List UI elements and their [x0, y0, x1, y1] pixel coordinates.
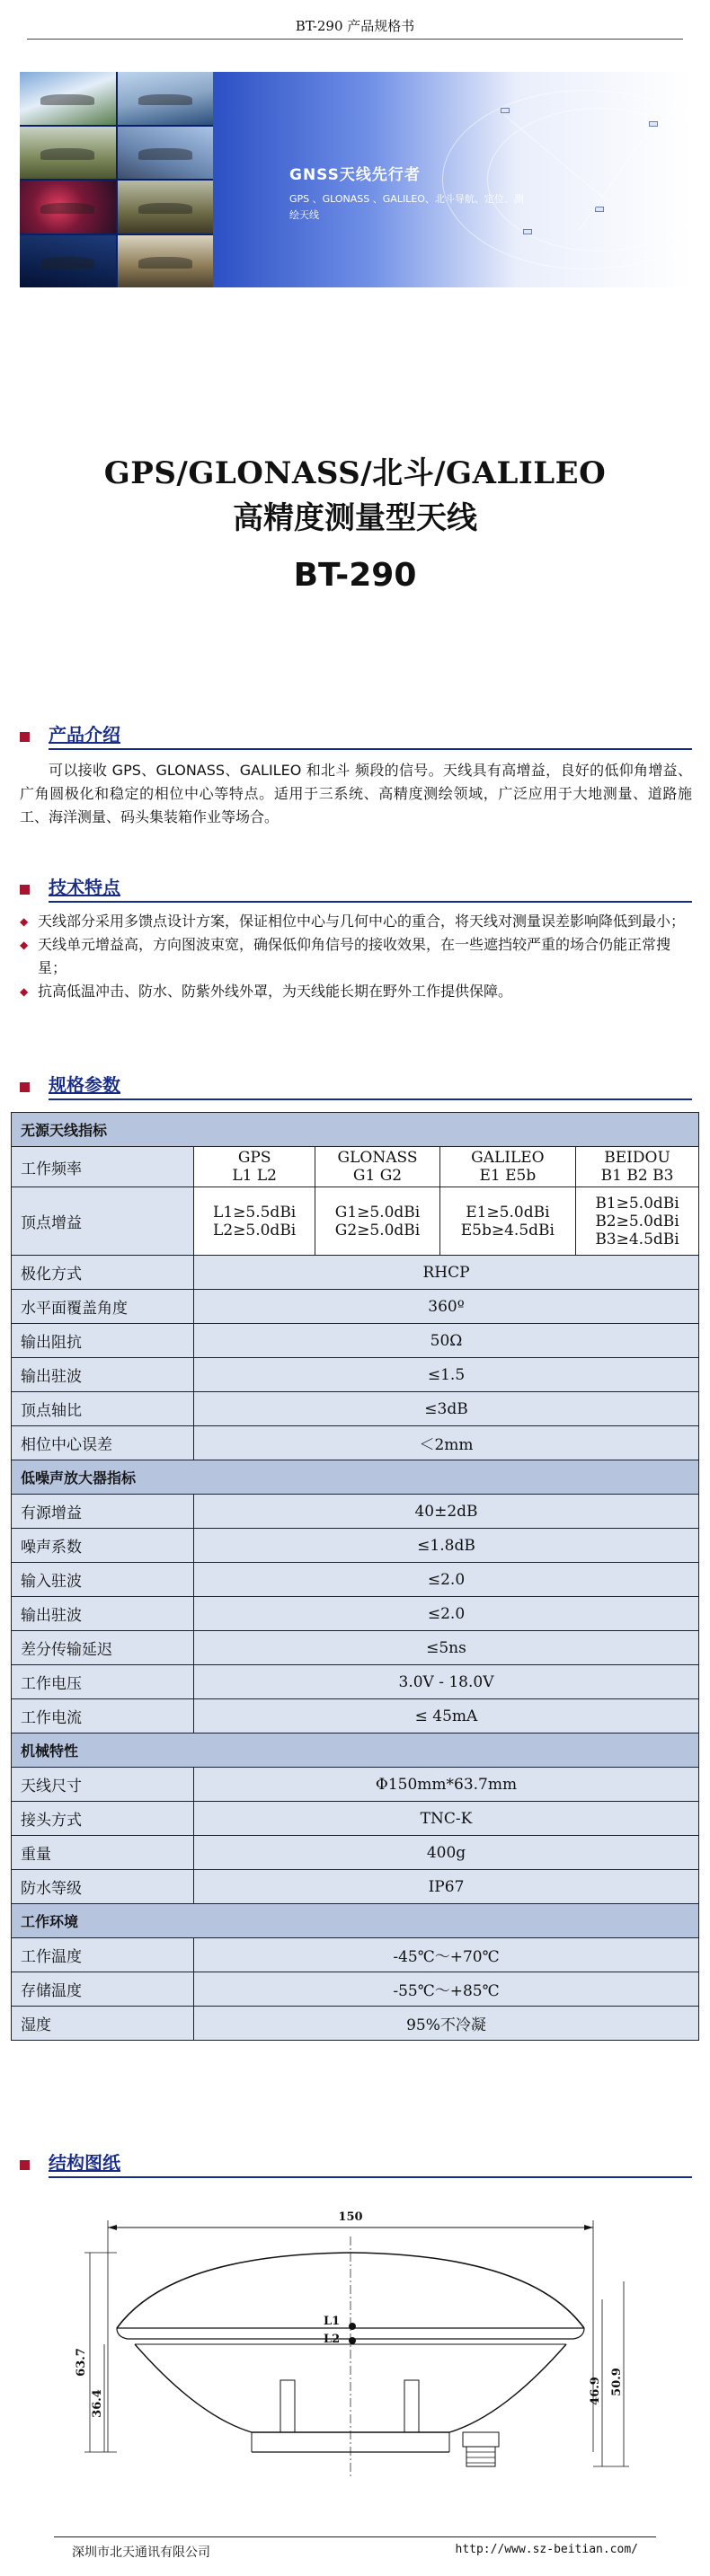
application-thumbnails [20, 72, 213, 287]
spec-row [12, 1290, 699, 1324]
spec-row [12, 1665, 699, 1699]
param-label: 输入驻波 [12, 1563, 194, 1597]
param-value: ≤2.0 [194, 1597, 699, 1631]
spec-group-row [12, 1460, 699, 1495]
param-value: 3.0V - 18.0V [194, 1665, 699, 1699]
passive-rows [12, 1256, 699, 1460]
satellite-icon [595, 207, 604, 212]
param-label: 存储温度 [12, 1972, 194, 2007]
section-bullet-icon [20, 732, 30, 742]
param-label: 极化方式 [12, 1256, 194, 1290]
param-value: ≤2.0 [194, 1563, 699, 1597]
param-label: 工作频率 [12, 1147, 194, 1187]
param-label: 差分传输延迟 [12, 1631, 194, 1665]
group-label: 机械特性 [12, 1734, 699, 1768]
freq-cell-glonass: GLONASS G1 G2 [315, 1147, 439, 1187]
param-label: 相位中心误差 [12, 1426, 194, 1460]
section-bullet-icon [20, 1082, 30, 1092]
section-title: 结构图纸 [49, 2152, 120, 2174]
section-specs-heading [20, 1073, 692, 1100]
section-bullet-icon [20, 2160, 30, 2170]
thumbnail-image [20, 235, 116, 288]
section-rule [49, 2176, 692, 2178]
page-footer [54, 2536, 656, 2560]
dim-left-height: 63.7 [75, 2348, 88, 2377]
section-rule [49, 748, 692, 750]
thumbnail-image [20, 72, 116, 125]
thumbnail-image [118, 235, 214, 288]
group-label: 低噪声放大器指标 [12, 1460, 699, 1495]
spec-row [12, 1495, 699, 1529]
spec-group-row [12, 1113, 699, 1147]
env-rows [12, 1938, 699, 2041]
satellite-icon [501, 108, 510, 113]
spec-row [12, 1392, 699, 1426]
param-label: 湿度 [12, 2007, 194, 2041]
spec-row [12, 1324, 699, 1358]
gain-cell-gps: L1≥5.5dBi L2≥5.0dBi [194, 1187, 315, 1256]
spec-row [12, 1870, 699, 1904]
spec-row [12, 1802, 699, 1836]
feature-item: ◆ 天线部分采用多馈点设计方案，保证相位中心与几何中心的重合，将天线对测量误差影响降低到最小； [20, 910, 692, 933]
antenna-outline-drawing [63, 2192, 647, 2515]
spec-table [11, 1112, 699, 2041]
section-features-heading [20, 876, 692, 903]
thumbnail-image [118, 127, 214, 180]
param-value: -45℃～+70℃ [194, 1938, 699, 1972]
param-value: 40±2dB [194, 1495, 699, 1529]
title-line-2: 高精度测量型天线 [233, 500, 477, 536]
running-header [27, 16, 683, 40]
spec-row [12, 1938, 699, 1972]
banner-text [289, 162, 532, 224]
spec-row [12, 1631, 699, 1665]
spec-row [12, 1836, 699, 1870]
param-value: IP67 [194, 1870, 699, 1904]
param-label: 防水等级 [12, 1870, 194, 1904]
gain-cell-galileo: E1≥5.0dBi E5b≥4.5dBi [439, 1187, 575, 1256]
freq-cell-beidou: BEIDOU B1 B2 B3 [576, 1147, 699, 1187]
group-label: 工作环境 [12, 1904, 699, 1938]
param-label: 顶点轴比 [12, 1392, 194, 1426]
param-value: 95%不冷凝 [194, 2007, 699, 2041]
freq-cell-gps: GPS L1 L2 [194, 1147, 315, 1187]
banner-title: GNSS天线先行者 [289, 166, 421, 184]
spec-row-frequency [12, 1147, 699, 1187]
feature-list [20, 910, 692, 1003]
hero-banner [20, 72, 690, 287]
thumbnail-image [20, 127, 116, 180]
param-label: 输出驻波 [12, 1597, 194, 1631]
param-label: 接头方式 [12, 1802, 194, 1836]
running-header-title: BT-290 产品规格书 [295, 18, 415, 34]
section-rule [49, 1098, 692, 1100]
spec-row [12, 1597, 699, 1631]
mech-rows [12, 1768, 699, 1904]
intro-paragraph: 可以接收 GPS、GLONASS、GALILEO 和北斗 频段的信号。天线具有高增益，良好的低仰角增益、广角圆极化和稳定的相位中心等特点。适用于三系统、高精度测绘领域，广泛应用于大地测量、道路施工、海洋测量、码头集装箱作业等场合。 [20, 762, 692, 825]
param-value: -55℃～+85℃ [194, 1972, 699, 2007]
param-label: 输出阻抗 [12, 1324, 194, 1358]
banner-subtitle: GPS 、GLONASS 、GALILEO、北斗导航、定位、测绘天线 [289, 193, 524, 221]
param-value: ≤1.8dB [194, 1529, 699, 1563]
spec-row [12, 1256, 699, 1290]
thumbnail-image [20, 181, 116, 234]
spec-row-gain [12, 1187, 699, 1256]
section-title: 产品介绍 [49, 724, 120, 745]
section-bullet-icon [20, 885, 30, 895]
spec-row [12, 1699, 699, 1734]
title-line-1: GPS/GLONASS/北斗/GALILEO [103, 455, 607, 491]
param-value: RHCP [194, 1256, 699, 1290]
footer-company: 深圳市北天通讯有限公司 [72, 2545, 210, 2560]
section-title: 技术特点 [49, 877, 120, 898]
param-value: ≤3dB [194, 1392, 699, 1426]
param-value: 360º [194, 1290, 699, 1324]
param-label: 工作电压 [12, 1665, 194, 1699]
param-value: ≤5ns [194, 1631, 699, 1665]
param-label: 工作电流 [12, 1699, 194, 1734]
param-label: 水平面覆盖角度 [12, 1290, 194, 1324]
spec-row [12, 1563, 699, 1597]
param-label: 顶点增益 [12, 1187, 194, 1256]
param-value: 50Ω [194, 1324, 699, 1358]
param-value: ≤1.5 [194, 1358, 699, 1392]
dim-right-inner: 46.9 [589, 2377, 602, 2405]
dim-left-lower: 36.4 [91, 2389, 104, 2418]
gain-cell-beidou: B1≥5.0dBi B2≥5.0dBi B3≥4.5dBi [576, 1187, 699, 1256]
param-label: 输出驻波 [12, 1358, 194, 1392]
gain-cell-glonass: G1≥5.0dBi G2≥5.0dBi [315, 1187, 439, 1256]
spec-row [12, 1768, 699, 1802]
spec-group-row [12, 1904, 699, 1938]
spec-row [12, 1358, 699, 1392]
satellite-icon [523, 229, 532, 234]
spec-row [12, 1972, 699, 2007]
section-title: 规格参数 [49, 1074, 120, 1096]
label-l2: L2 [324, 2333, 341, 2346]
section-rule [49, 901, 692, 903]
param-label: 天线尺寸 [12, 1768, 194, 1802]
feature-item: ◆ 天线单元增益高，方向图波束宽，确保低仰角信号的接收效果，在一些遮挡较严重的场合仍能正常搜星； [20, 933, 692, 980]
param-value: Φ150mm*63.7mm [194, 1768, 699, 1802]
footer-url[interactable]: http://www.sz-beitian.com/ [455, 2543, 638, 2556]
spec-row [12, 1529, 699, 1563]
param-label: 工作温度 [12, 1938, 194, 1972]
dim-right-outer: 50.9 [610, 2368, 624, 2396]
model-number: BT-290 [293, 557, 417, 594]
dim-width-label: 150 [338, 2210, 363, 2224]
thumbnail-image [118, 72, 214, 125]
param-label: 噪声系数 [12, 1529, 194, 1563]
param-value: ＜2mm [194, 1426, 699, 1460]
thumbnail-image [118, 181, 214, 234]
spec-row [12, 2007, 699, 2041]
freq-cell-galileo: GALILEO E1 E5b [439, 1147, 575, 1187]
section-intro-heading [20, 723, 692, 750]
param-label: 重量 [12, 1836, 194, 1870]
structure-drawing [63, 2192, 647, 2515]
spec-group-row [12, 1734, 699, 1768]
param-value: ≤ 45mA [194, 1699, 699, 1734]
label-l1: L1 [324, 2315, 341, 2328]
param-value: TNC-K [194, 1802, 699, 1836]
document-title [0, 454, 710, 599]
param-value: 400g [194, 1836, 699, 1870]
section-structure-heading [20, 2151, 692, 2178]
lna-rows [12, 1495, 699, 1734]
group-label: 无源天线指标 [12, 1113, 699, 1147]
param-label: 有源增益 [12, 1495, 194, 1529]
spec-row [12, 1426, 699, 1460]
feature-item: ◆ 抗高低温冲击、防水、防紫外线外罩，为天线能长期在野外工作提供保障。 [20, 980, 692, 1003]
